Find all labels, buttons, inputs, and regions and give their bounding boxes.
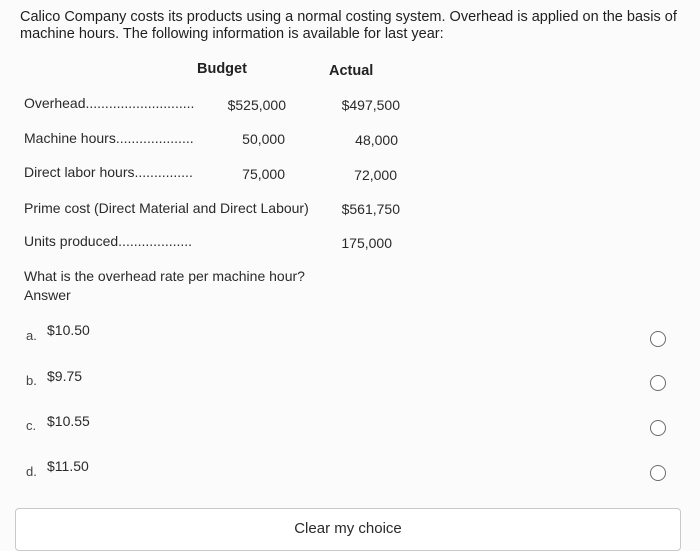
option-c-text[interactable]: $10.55 bbox=[47, 413, 90, 429]
actual-column-header: Actual bbox=[329, 63, 374, 79]
budget-column-header: Budget bbox=[197, 61, 247, 77]
row-label-machine-hours: Machine hours.................... bbox=[24, 130, 194, 146]
question-intro bbox=[20, 9, 680, 43]
row-label-overhead: Overhead............................ bbox=[24, 95, 195, 111]
row-budget-machine-hours: 50,000 bbox=[242, 131, 285, 147]
row-actual-prime-cost: $561,750 bbox=[341, 201, 400, 217]
option-a-radio[interactable] bbox=[650, 331, 666, 347]
option-b-letter: b. bbox=[26, 373, 37, 388]
option-c-letter: c. bbox=[26, 418, 37, 433]
option-d-radio[interactable] bbox=[650, 465, 666, 481]
row-actual-units-produced: 175,000 bbox=[341, 235, 392, 251]
row-budget-direct-labor-hours: 75,000 bbox=[242, 166, 285, 182]
row-budget-overhead: $525,000 bbox=[227, 97, 286, 113]
intro-line-2: machine hours. The following information is available for last year: bbox=[20, 26, 444, 42]
option-c-radio[interactable] bbox=[650, 420, 666, 436]
answer-label: Answer bbox=[24, 287, 71, 303]
row-label-units-produced: Units produced................... bbox=[24, 233, 193, 249]
question-text: What is the overhead rate per machine hour? bbox=[24, 268, 305, 284]
option-b-text[interactable]: $9.75 bbox=[47, 368, 83, 384]
option-b-radio[interactable] bbox=[650, 375, 666, 391]
option-a-text[interactable]: $10.50 bbox=[47, 322, 90, 338]
row-actual-direct-labor-hours: 72,000 bbox=[354, 167, 397, 183]
intro-line-1: Calico Company costs its products using a normal costing system. Overhead is applied on the basis of bbox=[20, 9, 677, 25]
option-d-letter: d. bbox=[26, 464, 37, 479]
row-label-prime-cost: Prime cost (Direct Material and Direct Labour) bbox=[24, 200, 309, 216]
row-label-direct-labor-hours: Direct labor hours............... bbox=[24, 164, 193, 180]
option-a-letter: a. bbox=[26, 328, 37, 343]
row-actual-overhead: $497,500 bbox=[341, 97, 400, 113]
option-d-text[interactable]: $11.50 bbox=[47, 458, 89, 474]
row-actual-machine-hours: 48,000 bbox=[355, 132, 398, 148]
clear-choice-button[interactable]: Clear my choice bbox=[15, 508, 681, 551]
